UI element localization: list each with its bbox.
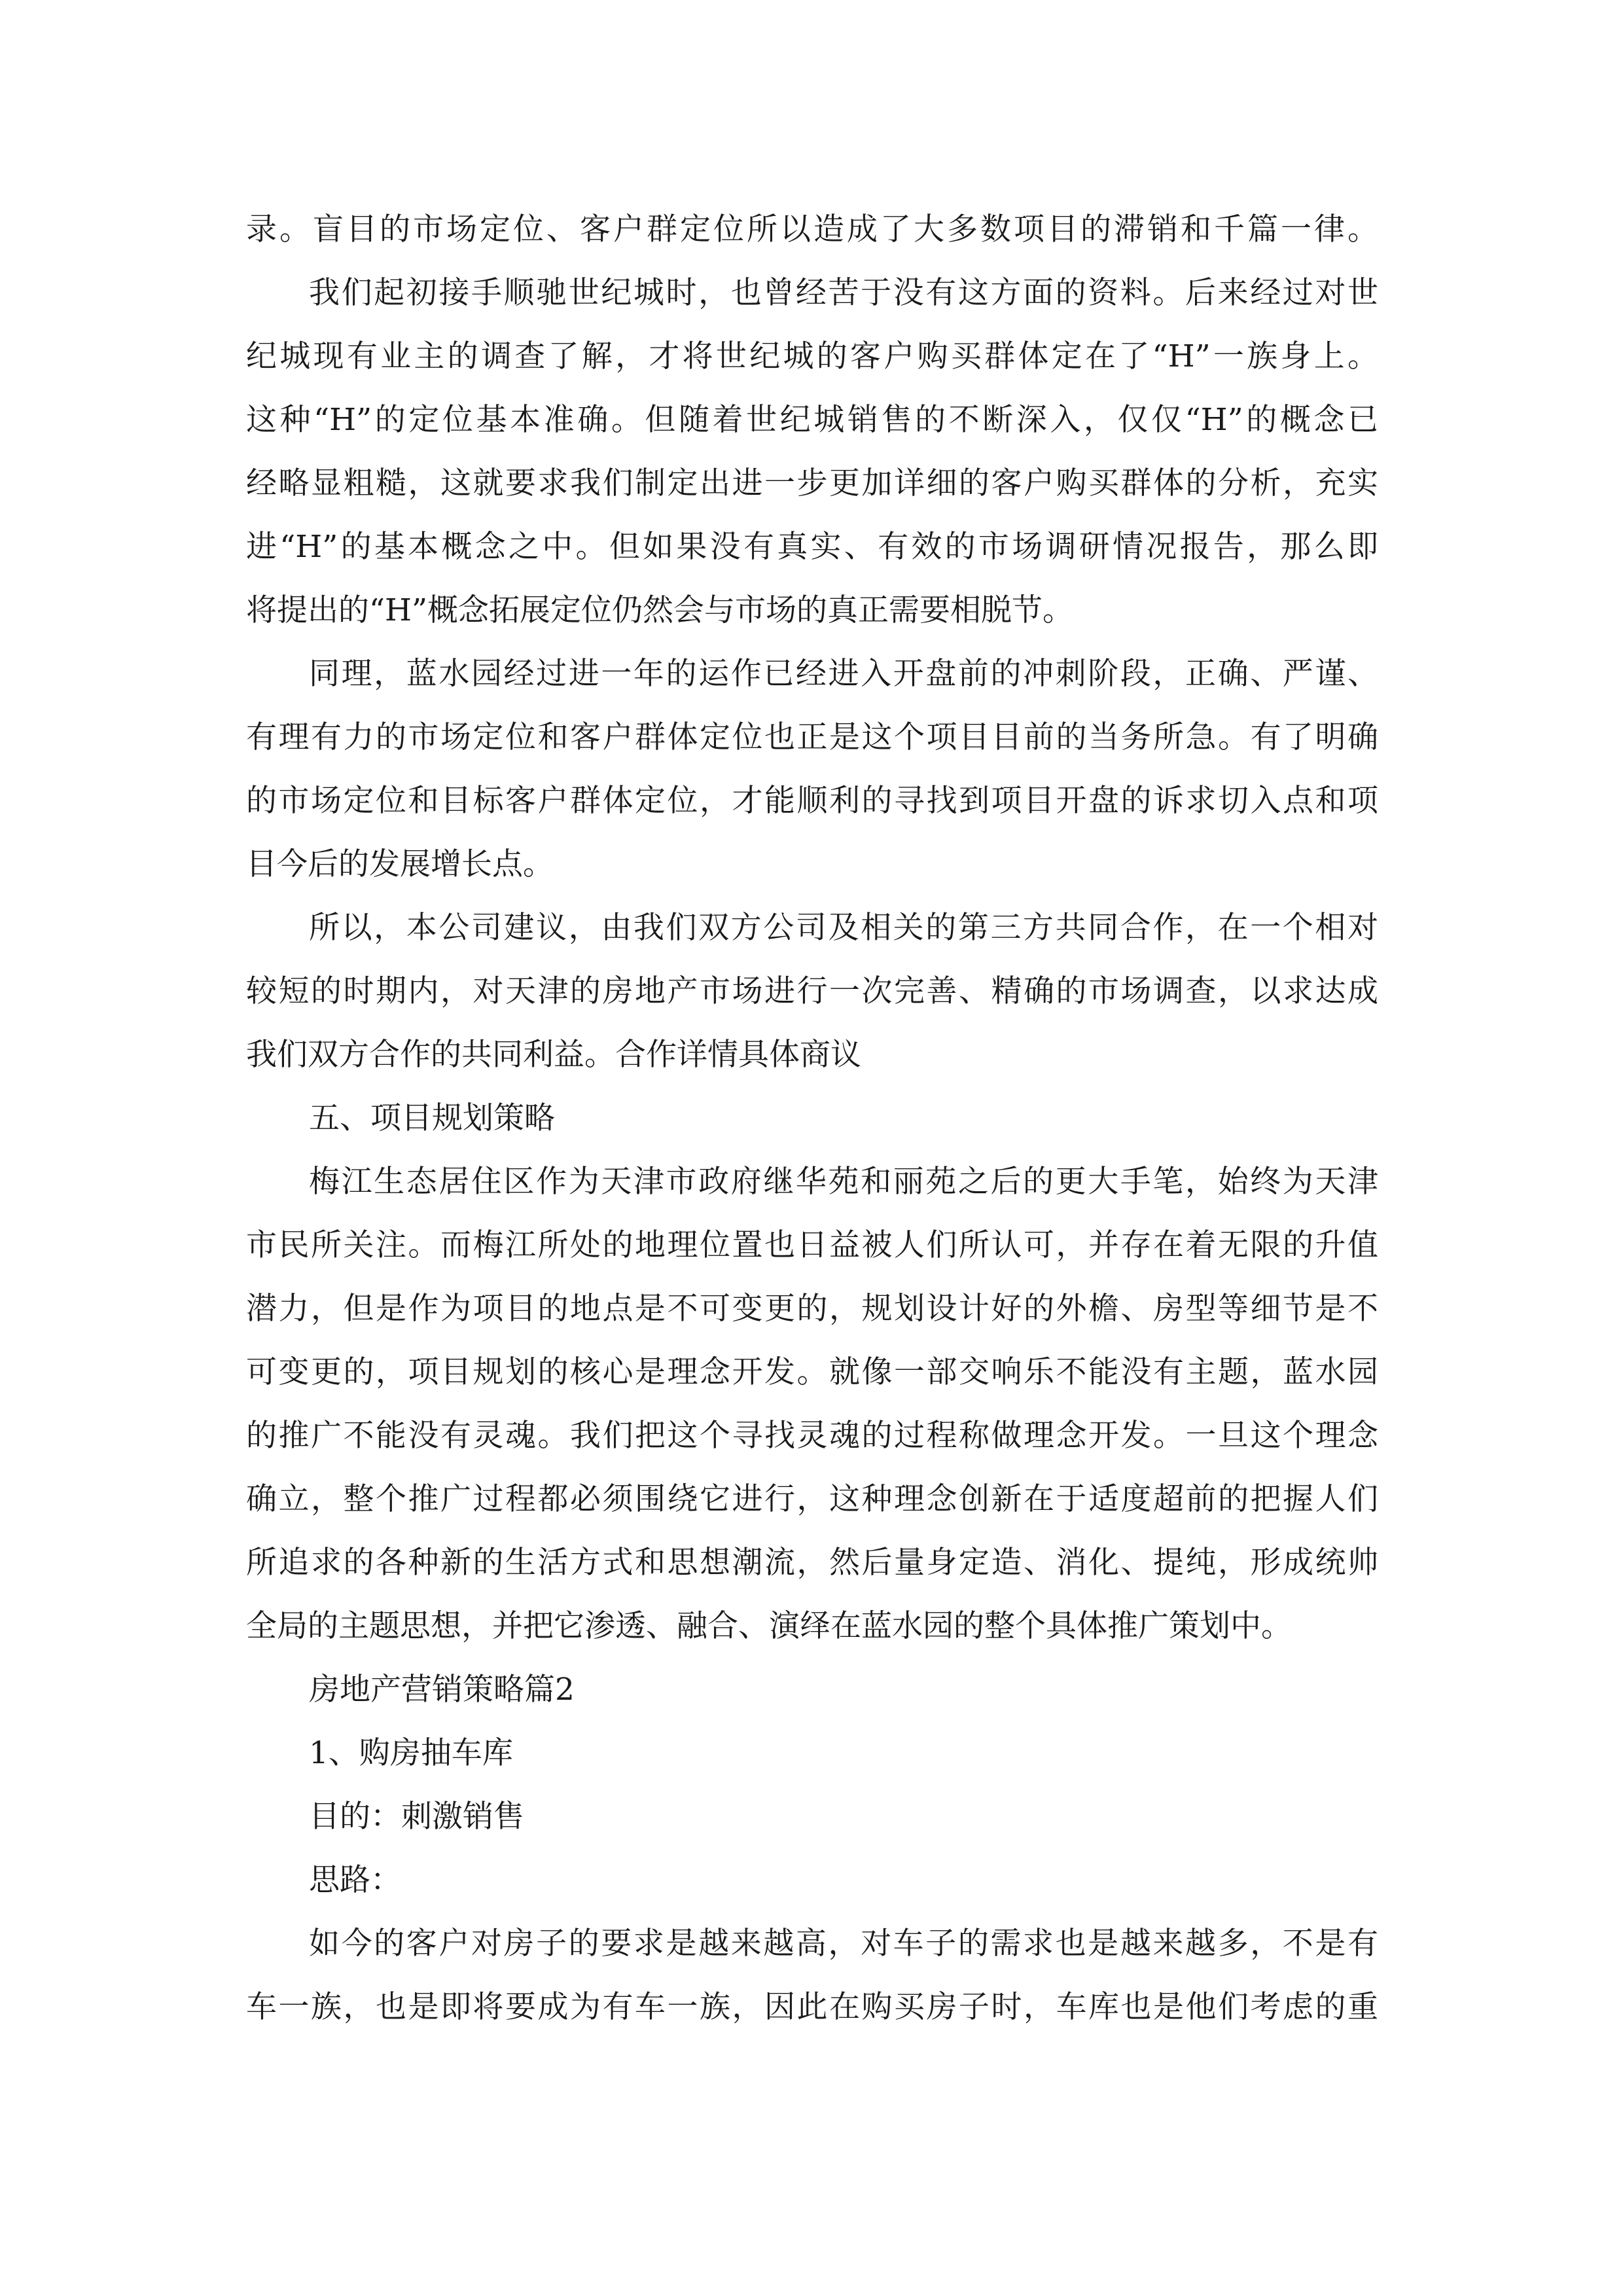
text-line: 目的：刺激销售 [309, 1799, 524, 1835]
text-line: 全局的主题思想，并把它渗透、融合、演绎在蓝水园的整个具体推广策划中。 [246, 1608, 1292, 1644]
text-line: 所追求的各种新的生活方式和思想潮流，然后量身定造、消化、提纯，形成统帅 [246, 1545, 1378, 1581]
section-heading: 五、项目规划策略 [309, 1100, 555, 1136]
text-line: 车一族，也是即将要成为有车一族，因此在购买房子时，车库也是他们考虑的重 [246, 1989, 1378, 2025]
text-line: 思路： [309, 1862, 401, 1898]
text-line: 录。盲目的市场定位、客户群定位所以造成了大多数项目的滞销和千篇一律。 [246, 211, 1378, 247]
text-line: 可变更的，项目规划的核心是理念开发。就像一部交响乐不能没有主题，蓝水园 [246, 1354, 1378, 1390]
text-line: 这种“H”的定位基本准确。但随着世纪城销售的不断深入，仅仅“H”的概念已 [246, 402, 1378, 438]
text-line: 潜力，但是作为项目的地点是不可变更的，规划设计好的外檐、房型等细节是不 [246, 1291, 1378, 1327]
document-body [246, 198, 1378, 2039]
text-line: 纪城现有业主的调查了解，才将世纪城的客户购买群体定在了“H”一族身上。 [246, 338, 1378, 374]
text-line: 将提出的“H”概念拓展定位仍然会与市场的真正需要相脱节。 [246, 592, 1074, 628]
text-line: 同理，蓝水园经过进一年的运作已经进入开盘前的冲刺阶段，正确、严谨、 [309, 656, 1378, 692]
text-line: 经略显粗糙，这就要求我们制定出进一步更加详细的客户购买群体的分析，充实 [246, 465, 1378, 501]
text-line: 梅江生态居住区作为天津市政府继华苑和丽苑之后的更大手笔，始终为天津 [309, 1164, 1378, 1200]
text-line: 较短的时期内，对天津的房地产市场进行一次完善、精确的市场调查，以求达成 [246, 973, 1378, 1009]
text-line: 我们双方合作的共同利益。合作详情具体商议 [246, 1037, 861, 1073]
section-heading: 房地产营销策略篇2 [309, 1672, 575, 1708]
text-line: 所以，本公司建议，由我们双方公司及相关的第三方共同合作，在一个相对 [309, 910, 1378, 946]
text-line: 的推广不能没有灵魂。我们把这个寻找灵魂的过程称做理念开发。一旦这个理念 [246, 1418, 1378, 1454]
text-line: 的市场定位和目标客户群体定位，才能顺利的寻找到项目开盘的诉求切入点和项 [246, 783, 1378, 819]
text-line: 有理有力的市场定位和客户群体定位也正是这个项目目前的当务所急。有了明确 [246, 719, 1378, 755]
text-line: 目今后的发展增长点。 [246, 846, 554, 882]
text-line: 市民所关注。而梅江所处的地理位置也日益被人们所认可，并存在着无限的升值 [246, 1227, 1378, 1263]
text-line: 确立，整个推广过程都必须围绕它进行，这种理念创新在于适度超前的把握人们 [246, 1481, 1378, 1517]
list-item-heading: 1、购房抽车库 [309, 1735, 513, 1771]
text-line: 我们起初接手顺驰世纪城时，也曾经苦于没有这方面的资料。后来经过对世 [309, 275, 1378, 311]
text-line: 如今的客户对房子的要求是越来越高，对车子的需求也是越来越多，不是有 [309, 1926, 1378, 1962]
text-line: 进“H”的基本概念之中。但如果没有真实、有效的市场调研情况报告，那么即 [246, 529, 1378, 565]
